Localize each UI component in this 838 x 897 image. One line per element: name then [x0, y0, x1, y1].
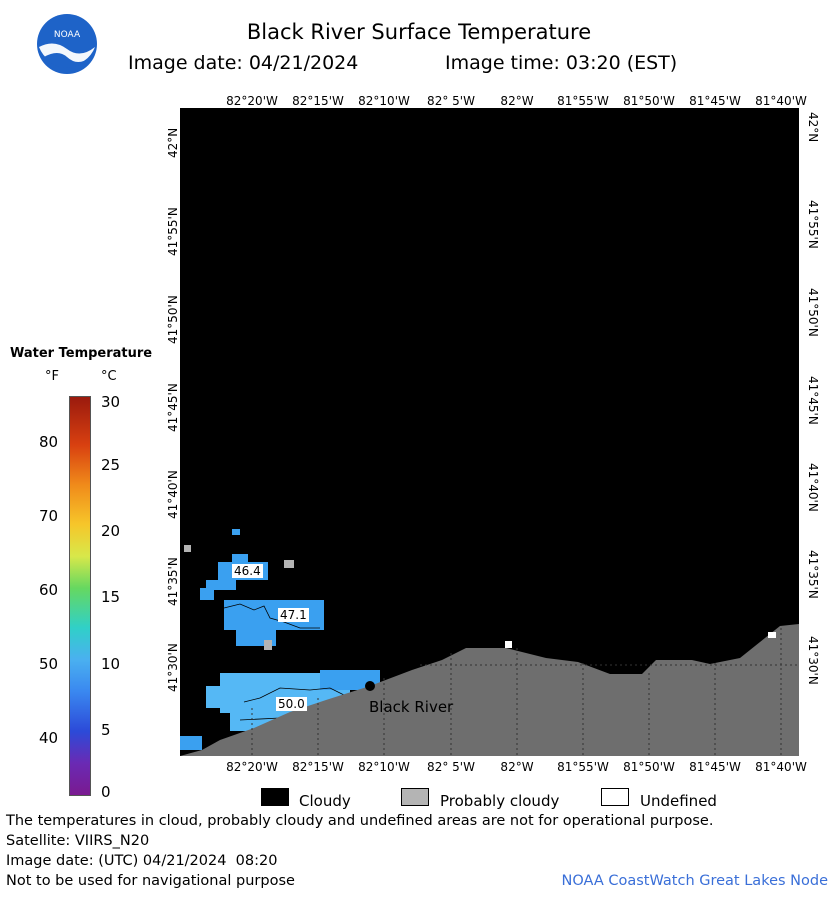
- lon-label: 82°20'W: [226, 94, 278, 108]
- lon-label: 81°40'W: [755, 94, 807, 108]
- lat-label: 41°55'N: [806, 200, 820, 249]
- utc-date: Image date: (UTC) 04/21/2024 08:20: [6, 853, 278, 869]
- lon-label: 82°10'W: [358, 760, 410, 774]
- c-tick: 30: [101, 393, 121, 411]
- lat-label: 42°N: [806, 112, 820, 143]
- lon-label: 82° 5'W: [427, 94, 475, 108]
- lat-label: 41°50'N: [806, 288, 820, 337]
- credit-link[interactable]: NOAA CoastWatch Great Lakes Node: [561, 873, 828, 889]
- c-tick: 25: [101, 456, 121, 474]
- probably-cloudy-swatch: [401, 788, 429, 806]
- image-time: Image time: 03:20 (EST): [445, 52, 678, 74]
- legend-title: Water Temperature: [10, 346, 153, 361]
- f-tick: 40: [39, 729, 59, 747]
- map-frame: [180, 108, 799, 756]
- satellite-info: Satellite: VIIRS_N20: [6, 833, 150, 849]
- isotherm-label: 46.4: [234, 564, 261, 578]
- lat-label: 41°45'N: [166, 383, 180, 432]
- f-tick: 60: [39, 581, 59, 599]
- undefined-pixel: [505, 641, 512, 648]
- lat-label: 41°50'N: [166, 295, 180, 344]
- probably-cloudy-label: Probably cloudy: [440, 792, 560, 810]
- c-tick: 20: [101, 522, 121, 540]
- lon-label: 81°50'W: [623, 94, 675, 108]
- nav-warning: Not to be used for navigational purpose: [6, 873, 295, 889]
- lon-label: 82° 5'W: [427, 760, 475, 774]
- lat-label: 41°40'N: [166, 470, 180, 519]
- logo-text: NOAA: [53, 30, 81, 40]
- lon-label: 82°20'W: [226, 760, 278, 774]
- temperature-map: [180, 108, 799, 756]
- lon-label: 81°45'W: [689, 760, 741, 774]
- lon-label: 81°40'W: [755, 760, 807, 774]
- lon-label: 81°45'W: [689, 94, 741, 108]
- disclaimer: The temperatures in cloud, probably cloudy and undefined areas are not for operational purpose.: [6, 813, 714, 829]
- lat-label: 41°40'N: [806, 463, 820, 512]
- isotherm-label: 47.1: [280, 608, 307, 622]
- c-tick: 10: [101, 655, 121, 673]
- isotherm-label: 50.0: [278, 697, 305, 711]
- undefined-pixel: [768, 632, 776, 638]
- lon-label: 82°10'W: [358, 94, 410, 108]
- lon-label: 81°55'W: [557, 94, 609, 108]
- cloudy-label: Cloudy: [299, 792, 351, 810]
- lon-label: 82°15'W: [292, 94, 344, 108]
- lat-label: 41°45'N: [806, 376, 820, 425]
- color-scale-bar: [69, 396, 91, 796]
- undefined-label: Undefined: [640, 792, 717, 810]
- f-tick: 80: [39, 433, 59, 451]
- lat-label: 41°30'N: [166, 643, 180, 692]
- lon-label: 81°55'W: [557, 760, 609, 774]
- c-tick: 0: [101, 783, 111, 801]
- c-tick: 5: [101, 721, 111, 739]
- page-title: Black River Surface Temperature: [246, 20, 592, 44]
- undefined-swatch: [601, 788, 629, 806]
- unit-c: °C: [101, 369, 117, 384]
- unit-f: °F: [45, 369, 59, 384]
- lon-label: 82°W: [500, 94, 534, 108]
- c-tick: 15: [101, 588, 121, 606]
- lon-label: 82°W: [500, 760, 534, 774]
- cloudy-swatch: [261, 788, 289, 806]
- lon-label: 82°15'W: [292, 760, 344, 774]
- lat-label: 42°N: [166, 127, 180, 158]
- image-date: Image date: 04/21/2024: [128, 52, 359, 74]
- black-river-marker: [365, 681, 375, 691]
- lat-label: 41°35'N: [166, 557, 180, 606]
- lon-label: 81°50'W: [623, 760, 675, 774]
- lat-label: 41°35'N: [806, 550, 820, 599]
- lat-label: 41°55'N: [166, 207, 180, 256]
- place-label: Black River: [369, 698, 454, 716]
- f-tick: 50: [39, 655, 59, 673]
- lat-label: 41°30'N: [806, 636, 820, 685]
- f-tick: 70: [39, 507, 59, 525]
